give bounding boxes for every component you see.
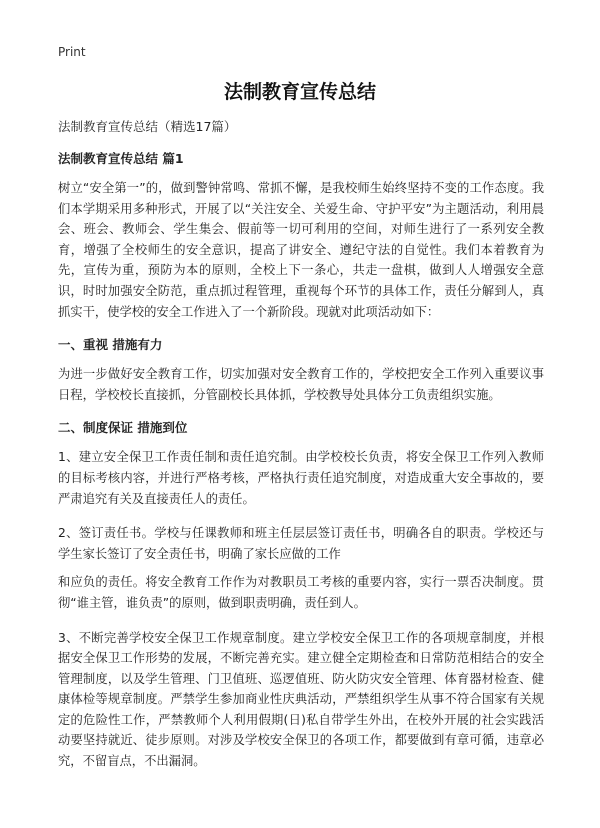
item-1-paragraph: 1、建立安全保卫工作责任制和责任追究制。由学校校长负责，将安全保卫工作列入教师的目标考核内容，并进行严格考核，严格执行责任追究制度，对造成重大安全事故的，要严肃追究有关及直接责任人的责任。 <box>58 450 544 506</box>
section-1-paragraph: 为进一步做好安全教育工作，切实加强对安全教育工作的，学校把安全工作列入重要议事日程，学校校长直接抓，分管副校长具体抓，学校教导处具体分工负责组织实施。 <box>58 367 544 402</box>
section-heading-1: 一、重视 措施有力 <box>58 337 163 353</box>
section-heading-2: 二、制度保证 措施到位 <box>58 420 188 436</box>
document-body <box>58 118 544 786</box>
article-heading: 法制教育宣传总结 篇1 <box>58 151 184 166</box>
item-2-paragraph-part1: 2、签订责任书。学校与任课教师和班主任层层签订责任书，明确各自的职责。学校还与学生家长签订了安全责任书，明确了家长应做的工作 <box>58 526 544 561</box>
item-2-paragraph-part2: 和应负的责任。将安全教育工作作为对教职员工考核的重要内容，实行一票否决制度。贯彻“谁主管，谁负责”的原则，做到职责明确，责任到人。 <box>58 575 544 610</box>
intro-paragraph: 树立“安全第一”的，做到警钟常鸣、常抓不懈，是我校师生始终坚持不变的工作态度。我们本学期采用多种形式，开展了以“关注安全、关爱生命、守护平安”为主题活动，利用晨会、班会、教师会、学生集会、假前等一切可利用的空间，对师生进行了一系列安全教育，增强了全校师生的安全意识，提高了讲安全、遵纪守法的自觉性。我们本着教育为先，宣传为重，预防为本的原则，全校上下一条心，共走一盘棋，做到人人增强安全意识，时时加强安全防范，重点抓过程管理，重视每个环节的具体工作，责任分解到人，真抓实干，使学校的安全工作进入了一个新阶段。现就对此项活动如下： <box>58 181 544 319</box>
document-subtitle: 法制教育宣传总结（精选17篇） <box>58 119 237 134</box>
document-title: 法制教育宣传总结 <box>223 81 376 103</box>
item-3-paragraph: 3、不断完善学校安全保卫工作规章制度。建立学校安全保卫工作的各项规章制度，并根据安全保卫工作形势的发展，不断完善充实。建立健全定期检查和日常防范相结合的安全管理制度，以及学生管理、门卫值班、巡逻值班、防火防灾安全管理、体育器材检查、健康体检等规章制度。严禁学生参加商业性庆典活动，严禁组织学生从事不符合国家有关规定的危险性工作，严禁教师个人利用假期(日)私自带学生外出，在校外开展的社会实践活动要坚持就近、徒步原则。对涉及学校安全保卫的各项工作，都要做到有章可循，违章必究，不留盲点，不出漏洞。 <box>58 630 544 769</box>
print-link[interactable]: Print <box>58 45 86 59</box>
